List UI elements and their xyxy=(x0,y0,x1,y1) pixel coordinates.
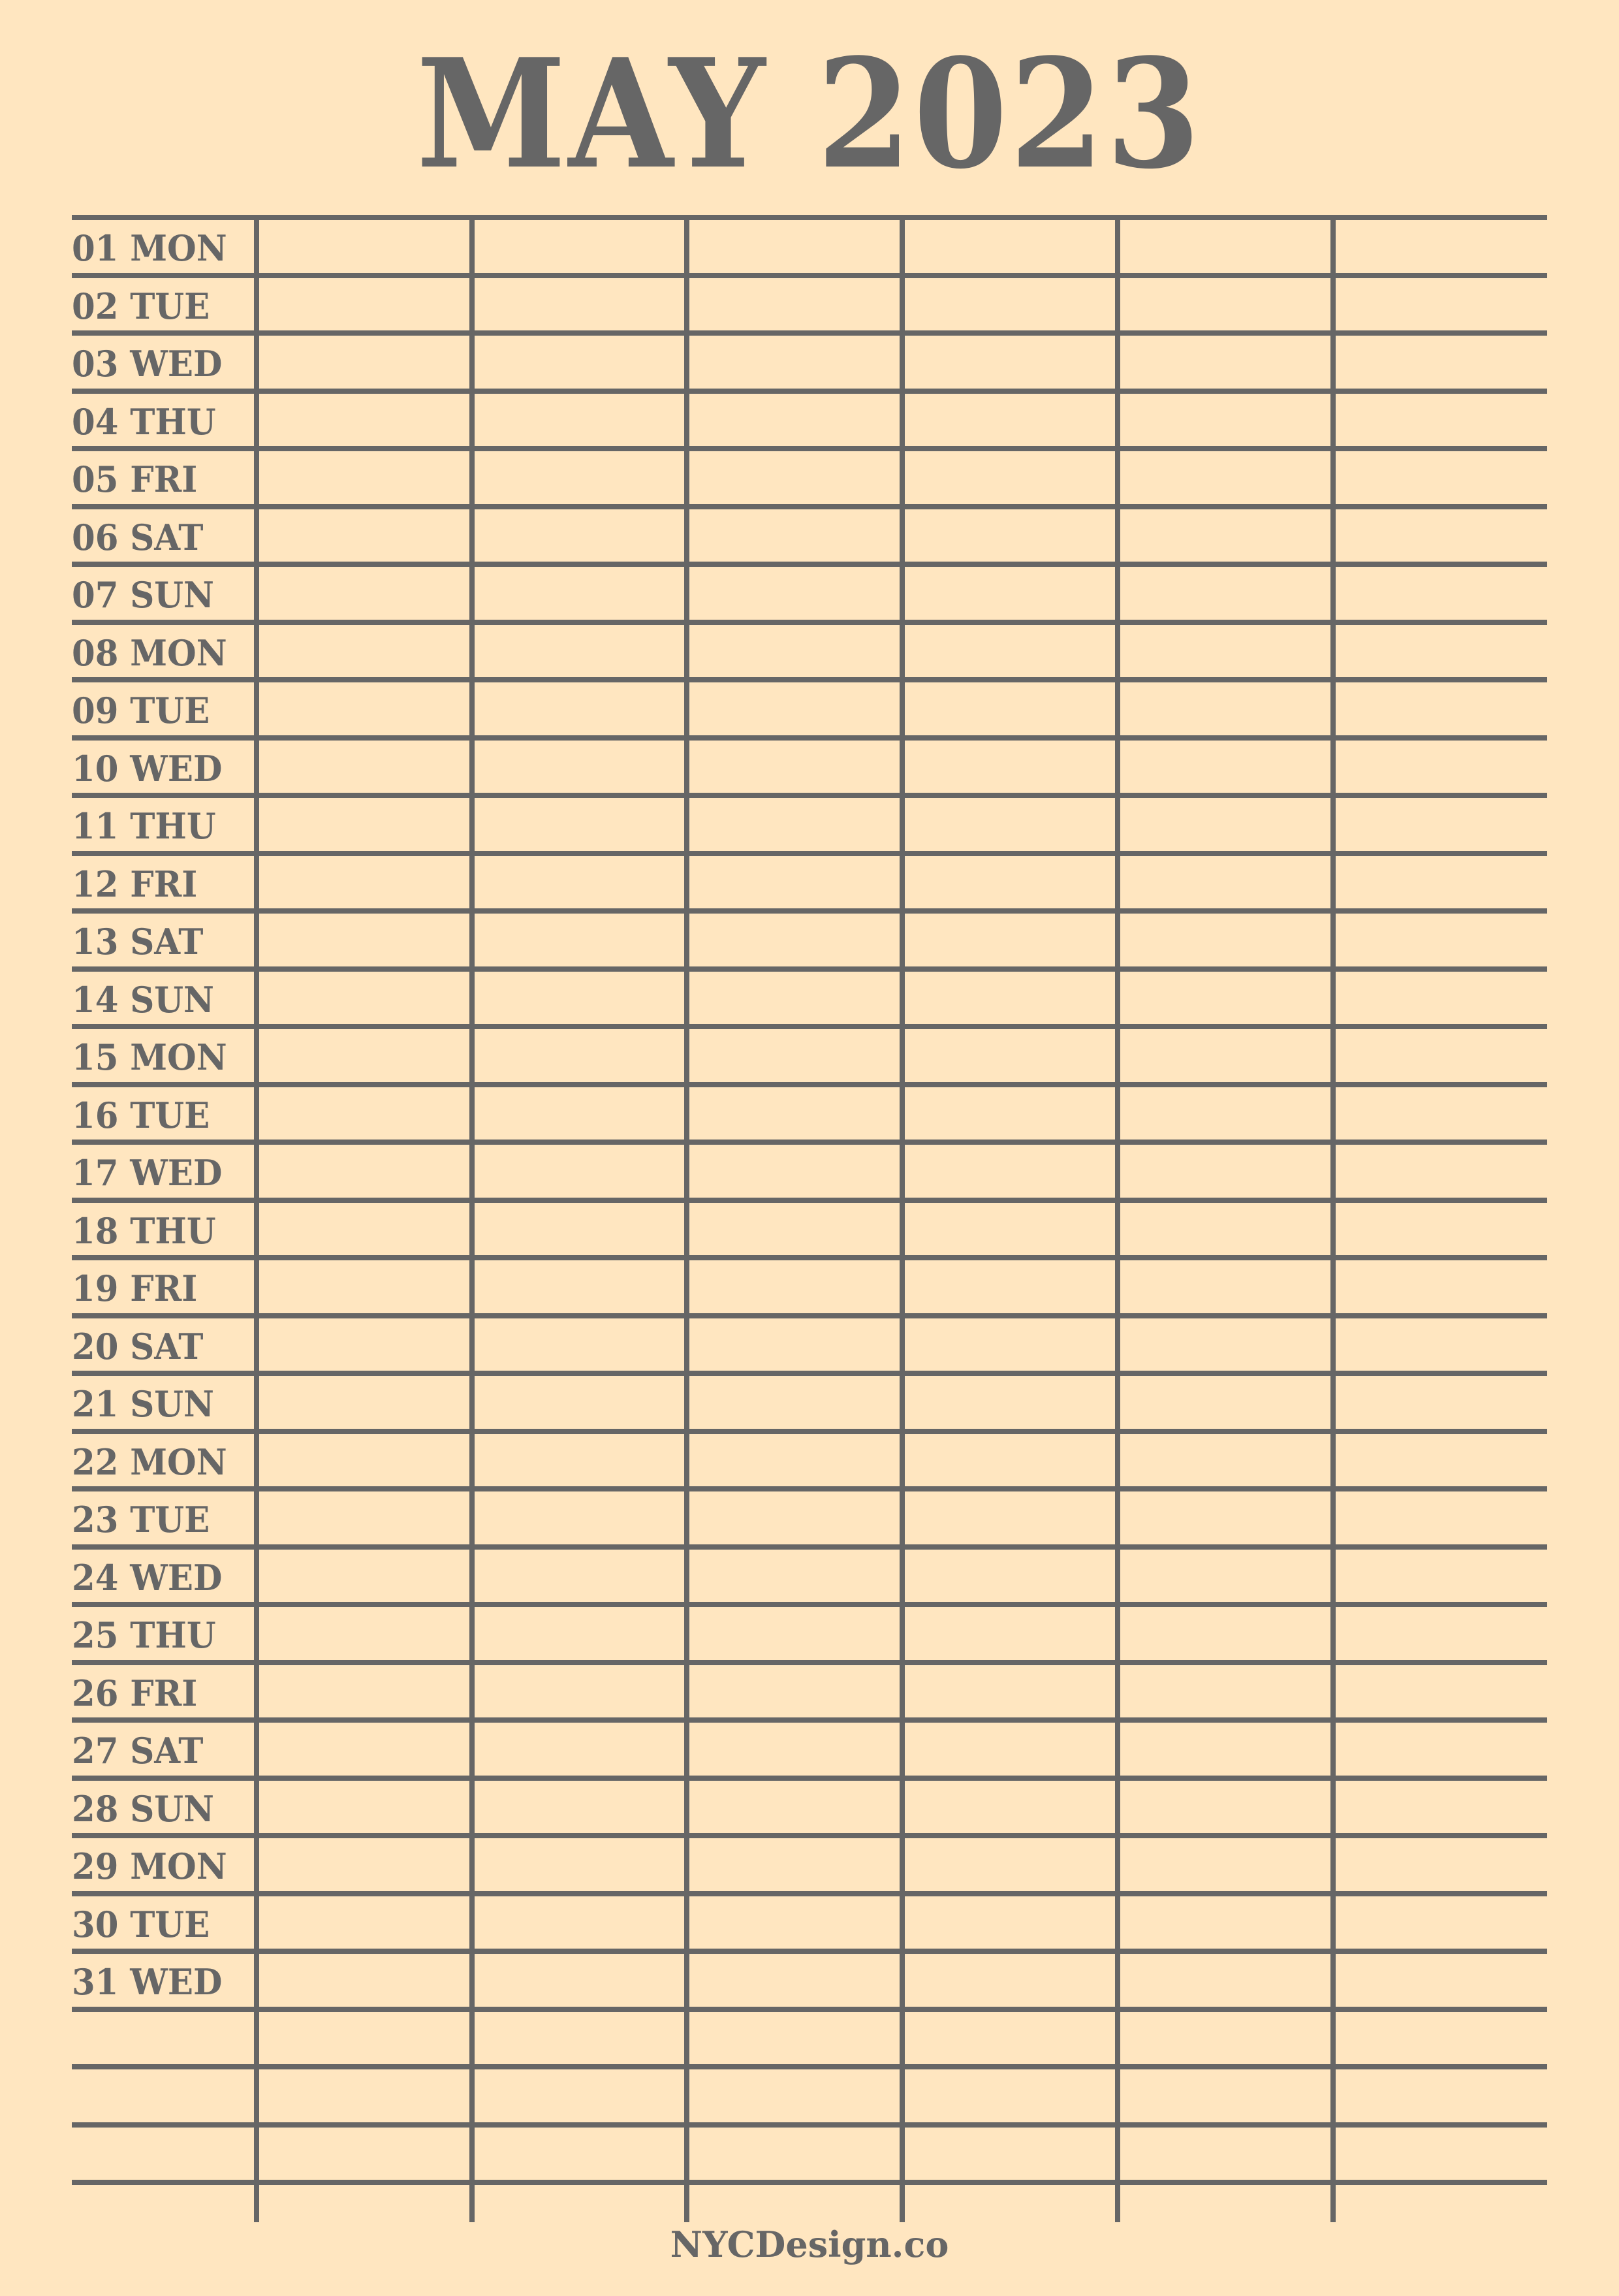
day-label: 21 SUN xyxy=(72,1383,214,1425)
day-label: 27 SAT xyxy=(72,1730,204,1772)
day-label: 26 FRI xyxy=(72,1672,198,1714)
row-rule xyxy=(72,562,1547,567)
row-rule xyxy=(72,1024,1547,1029)
day-label: 22 MON xyxy=(72,1441,227,1483)
row-rule xyxy=(72,908,1547,914)
day-label: 20 SAT xyxy=(72,1326,204,1367)
row-rule xyxy=(72,1082,1547,1087)
day-label: 29 MON xyxy=(72,1845,227,1887)
row-rule xyxy=(72,793,1547,798)
day-label: 15 MON xyxy=(72,1036,227,1078)
row-rule xyxy=(72,389,1547,394)
row-rule xyxy=(72,330,1547,336)
day-label: 04 THU xyxy=(72,401,216,443)
row-rule xyxy=(72,1891,1547,1896)
row-rule xyxy=(72,966,1547,972)
row-rule xyxy=(72,1602,1547,1607)
row-rule xyxy=(72,620,1547,625)
day-label: 07 SUN xyxy=(72,574,214,616)
day-label: 10 WED xyxy=(72,748,223,789)
day-label: 09 TUE xyxy=(72,690,210,731)
day-label: 08 MON xyxy=(72,632,227,674)
day-label: 18 THU xyxy=(72,1210,216,1252)
row-rule xyxy=(72,1140,1547,1145)
row-rule xyxy=(72,1717,1547,1723)
row-rule xyxy=(72,504,1547,509)
day-label: 13 SAT xyxy=(72,921,204,963)
row-rule xyxy=(72,1776,1547,1781)
row-rule xyxy=(72,735,1547,741)
day-label: 11 THU xyxy=(72,805,216,847)
day-label: 25 THU xyxy=(72,1614,216,1656)
page-title: MAY 2023 xyxy=(416,26,1203,202)
day-label: 03 WED xyxy=(72,343,223,385)
row-rule xyxy=(72,2064,1547,2069)
day-label: 16 TUE xyxy=(72,1094,210,1136)
row-rule xyxy=(72,2007,1547,2012)
row-rule xyxy=(72,2180,1547,2185)
row-rule xyxy=(72,1949,1547,1954)
row-rule xyxy=(72,1371,1547,1376)
day-label: 06 SAT xyxy=(72,517,204,558)
day-label: 28 SUN xyxy=(72,1788,214,1830)
day-label: 14 SUN xyxy=(72,979,214,1021)
footer-credit: NYCDesign.co xyxy=(670,2224,949,2265)
row-rule xyxy=(72,1429,1547,1434)
column-divider xyxy=(684,217,689,2222)
row-rule xyxy=(72,273,1547,278)
column-divider xyxy=(469,217,475,2222)
column-divider xyxy=(1115,217,1120,2222)
row-rule xyxy=(72,1313,1547,1318)
day-label: 30 TUE xyxy=(72,1904,210,1945)
row-rule xyxy=(72,677,1547,682)
row-rule xyxy=(72,2122,1547,2128)
column-divider xyxy=(254,217,259,2222)
row-rule xyxy=(72,1486,1547,1491)
column-divider xyxy=(1330,217,1336,2222)
column-divider xyxy=(900,217,905,2222)
day-label: 12 FRI xyxy=(72,863,198,905)
row-rule xyxy=(72,446,1547,451)
day-label: 24 WED xyxy=(72,1557,223,1599)
day-label: 01 MON xyxy=(72,227,227,269)
day-label: 19 FRI xyxy=(72,1268,198,1309)
day-label: 02 TUE xyxy=(72,285,210,327)
day-label: 17 WED xyxy=(72,1152,223,1194)
row-rule xyxy=(72,1833,1547,1838)
day-label: 05 FRI xyxy=(72,458,198,500)
day-label: 31 WED xyxy=(72,1961,223,2003)
row-rule xyxy=(72,1198,1547,1203)
row-rule xyxy=(72,1544,1547,1550)
day-label: 23 TUE xyxy=(72,1499,210,1540)
row-rule xyxy=(72,215,1547,220)
row-rule xyxy=(72,1255,1547,1260)
row-rule xyxy=(72,851,1547,856)
row-rule xyxy=(72,1660,1547,1665)
